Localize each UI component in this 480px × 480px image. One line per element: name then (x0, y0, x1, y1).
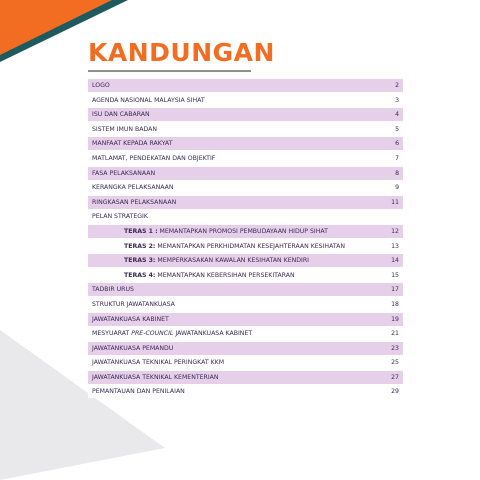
toc-row-fasa[interactable] (88, 167, 403, 180)
toc-page-number: 11 (391, 198, 399, 206)
toc-row-teras-2[interactable] (88, 240, 403, 253)
toc-row-jk-teknikal-kementerian[interactable] (88, 371, 403, 384)
toc-row-jk-teknikal-kkm[interactable] (88, 356, 403, 369)
toc-label: JAWATANKUASA TEKNIKAL PERINGKAT KKM (92, 359, 225, 367)
toc-page-number: 18 (391, 300, 399, 308)
toc-label-text: MESYUARAT (92, 330, 132, 338)
toc-label: TADBIR URUS (92, 286, 134, 294)
toc-label: MATLAMAT, PENDEKATAN DAN OBJEKTIF (92, 154, 216, 162)
toc-page-number: 13 (391, 242, 399, 250)
toc-page-number: 29 (391, 388, 399, 396)
toc-label (92, 327, 252, 340)
toc-prefix: TERAS 1 : (124, 227, 158, 235)
toc-prefix: TERAS 2: (124, 242, 156, 250)
toc-page-number: 7 (395, 154, 399, 162)
toc-row-teras-1[interactable] (88, 225, 403, 238)
toc-page-number: 17 (391, 286, 399, 294)
toc-label (124, 225, 328, 238)
toc-label: FASA PELAKSANAAN (92, 169, 156, 177)
toc-row-tadbir-urus[interactable] (88, 283, 403, 296)
toc-label: JAWATANKUASA KABINET (92, 315, 169, 323)
toc-prefix: TERAS 4: (124, 271, 156, 279)
toc-page-number: 3 (395, 96, 399, 104)
toc-row-teras-3[interactable] (88, 254, 403, 267)
toc-label (124, 269, 295, 282)
toc-row-kerangka[interactable] (88, 181, 403, 194)
toc-label-text: MEMANTAPKAN KEBERSIHAN PERSEKITARAN (157, 271, 295, 279)
toc-label: SISTEM IMUN BADAN (92, 125, 157, 133)
toc-row-isu[interactable] (88, 108, 403, 121)
toc-label: AGENDA NASIONAL MALAYSIA SIHAT (92, 96, 205, 104)
toc-page-number: 15 (391, 271, 399, 279)
toc-label-text: MEMANTAPKAN PERKHIDMATAN KESEJAHTERAAN KESIHATAN (157, 242, 345, 250)
toc-label: JAWATANKUASA TEKNIKAL KEMENTERIAN (92, 373, 219, 381)
toc-page-number: 19 (391, 315, 399, 323)
toc-label: PELAN STRATEGIK (92, 213, 148, 221)
toc-row-sistem-imun[interactable] (88, 123, 403, 136)
toc-label: RINGKASAN PELAKSANAAN (92, 198, 177, 206)
toc-page-number: 8 (395, 169, 399, 177)
toc-row-agenda[interactable] (88, 94, 403, 107)
toc-row-teras-4[interactable] (88, 269, 403, 282)
toc-row-manfaat[interactable] (88, 137, 403, 150)
toc-page-number: 12 (391, 227, 399, 235)
toc-label: STRUKTUR JAWATANKUASA (92, 300, 175, 308)
toc-label: LOGO (92, 82, 110, 89)
toc-row-jk-kabinet[interactable] (88, 313, 403, 326)
toc-label-suffix: JAWATANKUASA KABINET (173, 330, 253, 338)
page-title: KANDUNGAN (88, 38, 275, 67)
toc-label: MANFAAT KEPADA RAKYAT (92, 140, 173, 148)
toc-label: KERANGKA PELAKSANAAN (92, 184, 174, 192)
toc-page-number: 9 (395, 184, 399, 192)
toc-prefix: TERAS 3: (124, 257, 156, 265)
toc-page-number: 2 (395, 82, 399, 89)
toc-page-number: 14 (391, 257, 399, 265)
toc-label (124, 240, 345, 253)
toc-page-number: 5 (395, 125, 399, 133)
toc-row-mesyuarat[interactable] (88, 327, 403, 340)
toc-label (124, 254, 309, 267)
toc-label: ISU DAN CABARAN (92, 111, 150, 119)
toc-row-pemantauan[interactable] (88, 385, 403, 398)
toc-row-struktur[interactable] (88, 298, 403, 311)
toc-page-number: 25 (391, 359, 399, 367)
toc-label: JAWATANKUASA PEMANDU (92, 344, 174, 352)
toc-row-ringkasan[interactable] (88, 196, 403, 209)
toc-label: PEMANTAUAN DAN PENILAIAN (92, 388, 185, 396)
toc-page-number: 6 (395, 140, 399, 148)
toc-page-number: 27 (391, 373, 399, 381)
title-underline (88, 70, 251, 72)
toc-page-number: 4 (395, 111, 399, 119)
toc-row-pelan-strategik[interactable] (88, 210, 403, 223)
toc-page-number: 21 (391, 330, 399, 338)
toc-row-matlamat[interactable] (88, 152, 403, 165)
toc-label-text: MEMPERKASAKAN KAWALAN KESIHATAN KENDIRI (157, 257, 309, 265)
toc-row-jk-pemandu[interactable] (88, 342, 403, 355)
toc-label-text: MEMANTAPKAN PROMOSI PEMBUDAYAAN HIDUP SIHAT (159, 227, 328, 235)
toc-row-logo[interactable] (88, 79, 403, 92)
table-of-contents (88, 79, 403, 400)
toc-label-italic: PRE-COUNCIL (131, 330, 174, 338)
toc-page-number: 23 (391, 344, 399, 352)
